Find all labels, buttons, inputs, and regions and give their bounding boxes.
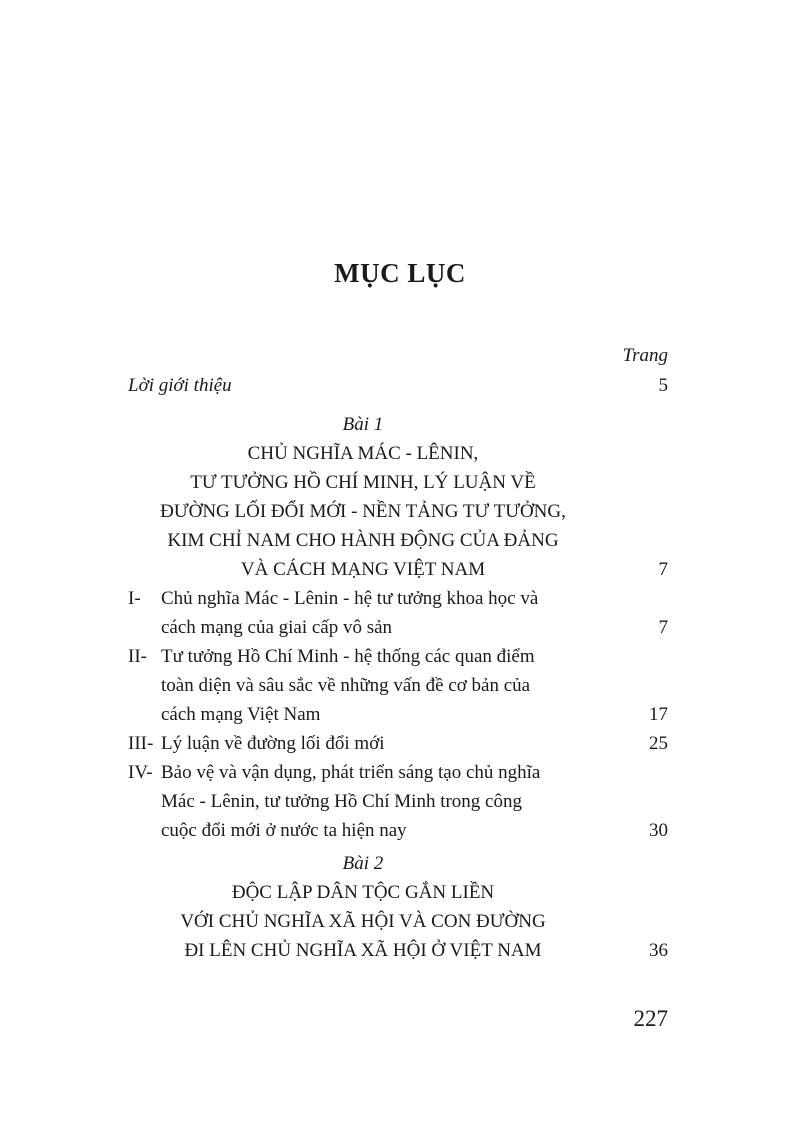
item-text: Tư tưởng Hồ Chí Minh - hệ thống các quan điểm: [161, 646, 535, 667]
item-page: 7: [658, 617, 668, 638]
item-text: toàn diện và sâu sắc về những vấn đề cơ bản của: [161, 675, 531, 696]
item-page: 25: [649, 733, 668, 754]
bai2-heading-line: ĐỘC LẬP DÂN TỘC GẮN LIỀN: [231, 882, 495, 903]
item-text: cuộc đổi mới ở nước ta hiện nay: [161, 820, 407, 841]
bai1-items: [128, 584, 668, 845]
bai1-section: [128, 410, 668, 584]
bai2-page: 36: [649, 940, 668, 961]
item-text: cách mạng Việt Nam: [161, 704, 321, 725]
page-column-header: Trang: [622, 345, 668, 366]
item-text: Chủ nghĩa Mác - Lênin - hệ tư tưởng khoa học và: [161, 588, 539, 609]
item-number: IV-: [128, 762, 153, 783]
bai1-label: Bài 1: [342, 414, 384, 435]
item-number: I-: [128, 588, 141, 609]
bai2-heading-line: ĐI LÊN CHỦ NGHĨA XÃ HỘI Ở VIỆT NAM: [184, 940, 542, 961]
item-text: Lý luận về đường lối đổi mới: [161, 733, 385, 754]
item-page: 17: [649, 704, 668, 725]
bai1-heading-line: CHỦ NGHĨA MÁC - LÊNIN,: [247, 443, 479, 464]
bai1-page: 7: [658, 559, 668, 580]
item-text: cách mạng của giai cấp vô sản: [161, 617, 393, 638]
item-number: III-: [128, 733, 154, 754]
bai1-heading-line: TƯ TƯỞNG HỒ CHÍ MINH, LÝ LUẬN VỀ: [190, 472, 536, 493]
item-text: Mác - Lênin, tư tưởng Hồ Chí Minh trong công: [161, 791, 522, 812]
bai1-heading-line: KIM CHỈ NAM CHO HÀNH ĐỘNG CỦA ĐẢNG: [167, 530, 559, 551]
bai2-section: [128, 849, 668, 965]
item-text: Bảo vệ và vận dụng, phát triển sáng tạo chủ nghĩa: [161, 762, 541, 783]
intro-page: 5: [658, 375, 668, 396]
item-number: II-: [128, 646, 147, 667]
bai2-heading-line: VỚI CHỦ NGHĨA XÃ HỘI VÀ CON ĐƯỜNG: [180, 911, 546, 932]
item-page: 30: [649, 820, 668, 841]
page-number: 227: [633, 1006, 668, 1031]
bai1-heading-line: ĐƯỜNG LỐI ĐỔI MỚI - NỀN TẢNG TƯ TƯỞNG,: [160, 501, 566, 522]
bai2-label: Bài 2: [342, 853, 384, 874]
intro-label: Lời giới thiệu: [128, 375, 232, 396]
bai1-heading-line: VÀ CÁCH MẠNG VIỆT NAM: [240, 559, 486, 580]
page-title: MỤC LỤC: [334, 258, 466, 288]
